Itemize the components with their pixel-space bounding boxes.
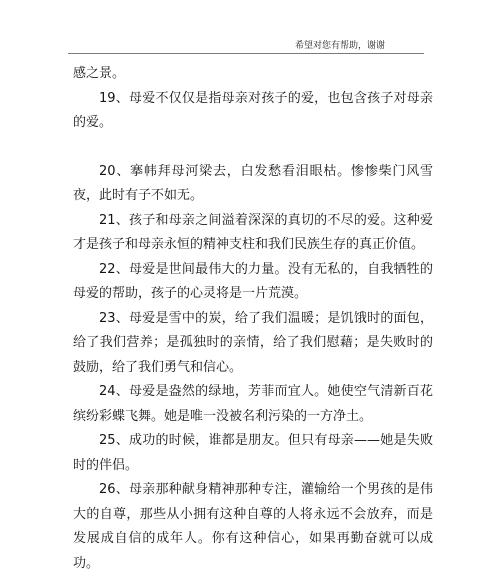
paragraph-22: 22、母爱是世间最伟大的力量。没有无私的，自我牺牲的母爱的帮助，孩子的心灵将是一片荒漠。 [73,261,433,301]
paragraph-19: 19、母爱不仅仅是指母亲对孩子的爱，也包含孩子对母亲的爱。 [73,90,433,130]
paragraph-20: 20、搴帏拜母河梁去，白发愁看泪眼枯。惨惨柴门风雪夜，此时有子不如无。 [73,163,433,203]
paragraph-26: 26、母亲那种献身精神那种专注，灌输给一个男孩的是伟大的自尊，那些从小拥有这种自尊的人将永远不会放弃，而是发展成自信的成年人。你有这种信心，如果再勤奋就可以成功。 [73,482,433,571]
paragraph-continuation: 感之景。 [73,66,126,81]
header-divider [68,53,424,54]
paragraph-23: 23、母爱是雪中的炭，给了我们温暖；是饥饿时的面包，给了我们营养；是孤独时的亲情，给了我们慰藉；是失败时的鼓励，给了我们勇气和信心。 [73,310,433,375]
paragraph-21: 21、孩子和母亲之间溢着深深的真切的不尽的爱。这种爱才是孩子和母亲永恒的精神支柱和我们民族生存的真正价值。 [73,212,433,252]
paragraph-24: 24、母爱是盎然的绿地，芳菲而宜人。她使空气清新百花缤纷彩蝶飞舞。她是唯一没被名利污染的一方净土。 [73,384,433,424]
document-body [73,62,433,576]
paragraph-25: 25、成功的时候，谁都是朋友。但只有母亲——她是失败时的伴侣。 [73,433,433,473]
header-note: 希望对您有帮助，谢谢 [294,41,385,51]
